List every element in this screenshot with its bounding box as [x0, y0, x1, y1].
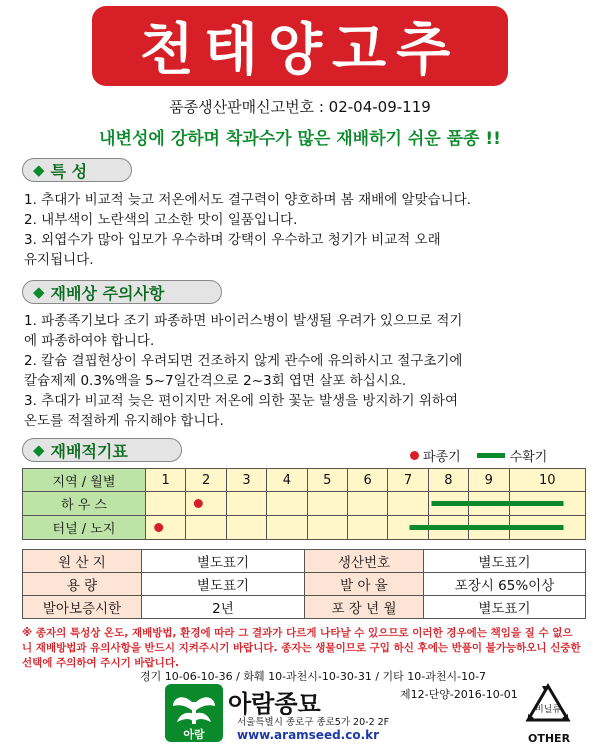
cautions-line: 온도를 적절하게 유지해야 합니다.	[24, 413, 224, 429]
company-logo	[165, 684, 223, 742]
title-banner	[92, 6, 508, 86]
features-line: 3. 외엽수가 많아 입모가 우수하며 강택이 우수하고 청기가 비교적 오래	[24, 232, 441, 248]
schedule-heading	[22, 438, 182, 462]
permit-numbers: 경기 10-06-10-36 / 화훼 10-과천시-10-30-31 / 기타 10-과천시-10-7	[140, 670, 487, 683]
sowing-dot-icon	[410, 451, 419, 460]
diamond-icon: ◆	[33, 441, 45, 459]
product-title: 천태양고추	[139, 18, 461, 83]
company-website[interactable]: www.aramseed.co.kr	[237, 728, 380, 742]
month-header: 1	[146, 469, 186, 492]
guarantee-label: 발아보증시한	[23, 596, 142, 619]
volume-label: 용 량	[23, 573, 142, 596]
cautions-heading	[22, 280, 222, 304]
cautions-line: 1. 파종족기보다 조기 파종하면 바이러스병이 발생될 우려가 있으므로 적기	[24, 313, 463, 329]
lot-value: 별도표기	[424, 550, 586, 573]
volume-value: 별도표기	[142, 573, 305, 596]
seed-info-table	[22, 549, 586, 619]
legend-harvest: 수확기	[509, 450, 548, 465]
schedule-table	[22, 468, 586, 540]
product-code: 제12-단양-2016-10-01	[400, 688, 518, 701]
schedule-heading-text: 재배적기표	[50, 441, 128, 461]
legend-sowing: 파종기	[423, 450, 461, 465]
logo-text: 아람	[183, 728, 205, 741]
month-header: 6	[347, 469, 387, 492]
harvest-line-icon	[477, 453, 505, 458]
warning-notice: ※ 종자의 특성상 온도, 재배방법, 환경에 따라 그 결과가 다르게 나타날 수 있으므로 이러한 경우에는 책임을 질 수 없으니 재배방법과 유의사항을 반드시 지켜주시기 바랍니다. 종자는 생물이므로 구입 하신 후에는 반품이 불가능하오니 신중한 선택에 주의하여 주시기 바랍니다.	[22, 627, 581, 669]
cautions-line: 에 파종하여야 합니다.	[24, 333, 155, 349]
month-header: 4	[267, 469, 307, 492]
origin-value: 별도표기	[142, 550, 305, 573]
month-header: 3	[226, 469, 266, 492]
month-header: 7	[388, 469, 428, 492]
month-header: 2	[186, 469, 226, 492]
features-heading	[22, 158, 132, 182]
features-heading-text: 특 성	[50, 161, 88, 181]
features-line: 유지됩니다.	[24, 252, 94, 268]
month-header: 5	[307, 469, 347, 492]
packdate-label: 포 장 년 월	[305, 596, 424, 619]
month-header: 8	[428, 469, 468, 492]
schedule-legend	[410, 446, 547, 465]
features-list	[24, 190, 471, 270]
diamond-icon: ◆	[33, 161, 45, 179]
origin-label: 원 산 지	[23, 550, 142, 573]
germination-value: 포장시 65%이상	[424, 573, 586, 596]
month-header: 9	[469, 469, 509, 492]
recycle-icon	[522, 682, 574, 734]
lot-label: 생산번호	[305, 550, 424, 573]
recycle-label: OTHER	[528, 732, 571, 745]
company-name: 아람종묘	[228, 690, 321, 718]
month-header: 10	[509, 469, 585, 492]
registration-number: 품종생산판매신고번호 : 02-04-09-119	[169, 98, 431, 116]
cautions-line: 3. 추대가 비교적 늦은 편이지만 저온에 의한 꽃눈 발생을 방지하기 위하여	[24, 393, 458, 409]
cautions-line: 2. 칼슘 결핍현상이 우려되면 건조하지 않게 관수에 유의하시고 절구초기에	[24, 353, 463, 369]
guarantee-value: 2년	[142, 596, 305, 619]
cautions-list	[24, 311, 462, 431]
germination-label: 발 아 율	[305, 573, 424, 596]
row-label-house: 하 우 스	[23, 492, 146, 516]
company-address: 서울특별시 종로구 종로5가 20-2 2F	[237, 717, 390, 728]
slogan: 내변성에 강하며 착과수가 많은 재배하기 쉬운 품종 !!	[99, 129, 501, 149]
row-label-tunnel: 터널 / 노지	[23, 516, 146, 540]
diamond-icon: ◆	[33, 283, 45, 301]
corner-label: 지역 / 월별	[23, 469, 146, 492]
recycle-category: 비닐류	[534, 705, 562, 715]
features-line: 2. 내부색이 노란색의 고소한 맛이 일품입니다.	[24, 212, 298, 228]
cautions-line: 칼슘제제 0.3%액을 5~7일간격으로 2~3회 엽면 살포 하십시요.	[24, 373, 407, 389]
features-line: 1. 추대가 비교적 늦고 저온에서도 결구력이 양호하며 봄 재배에 알맞습니다.	[24, 192, 472, 208]
packdate-value: 별도표기	[424, 596, 586, 619]
cautions-heading-text: 재배상 주의사항	[50, 283, 165, 303]
